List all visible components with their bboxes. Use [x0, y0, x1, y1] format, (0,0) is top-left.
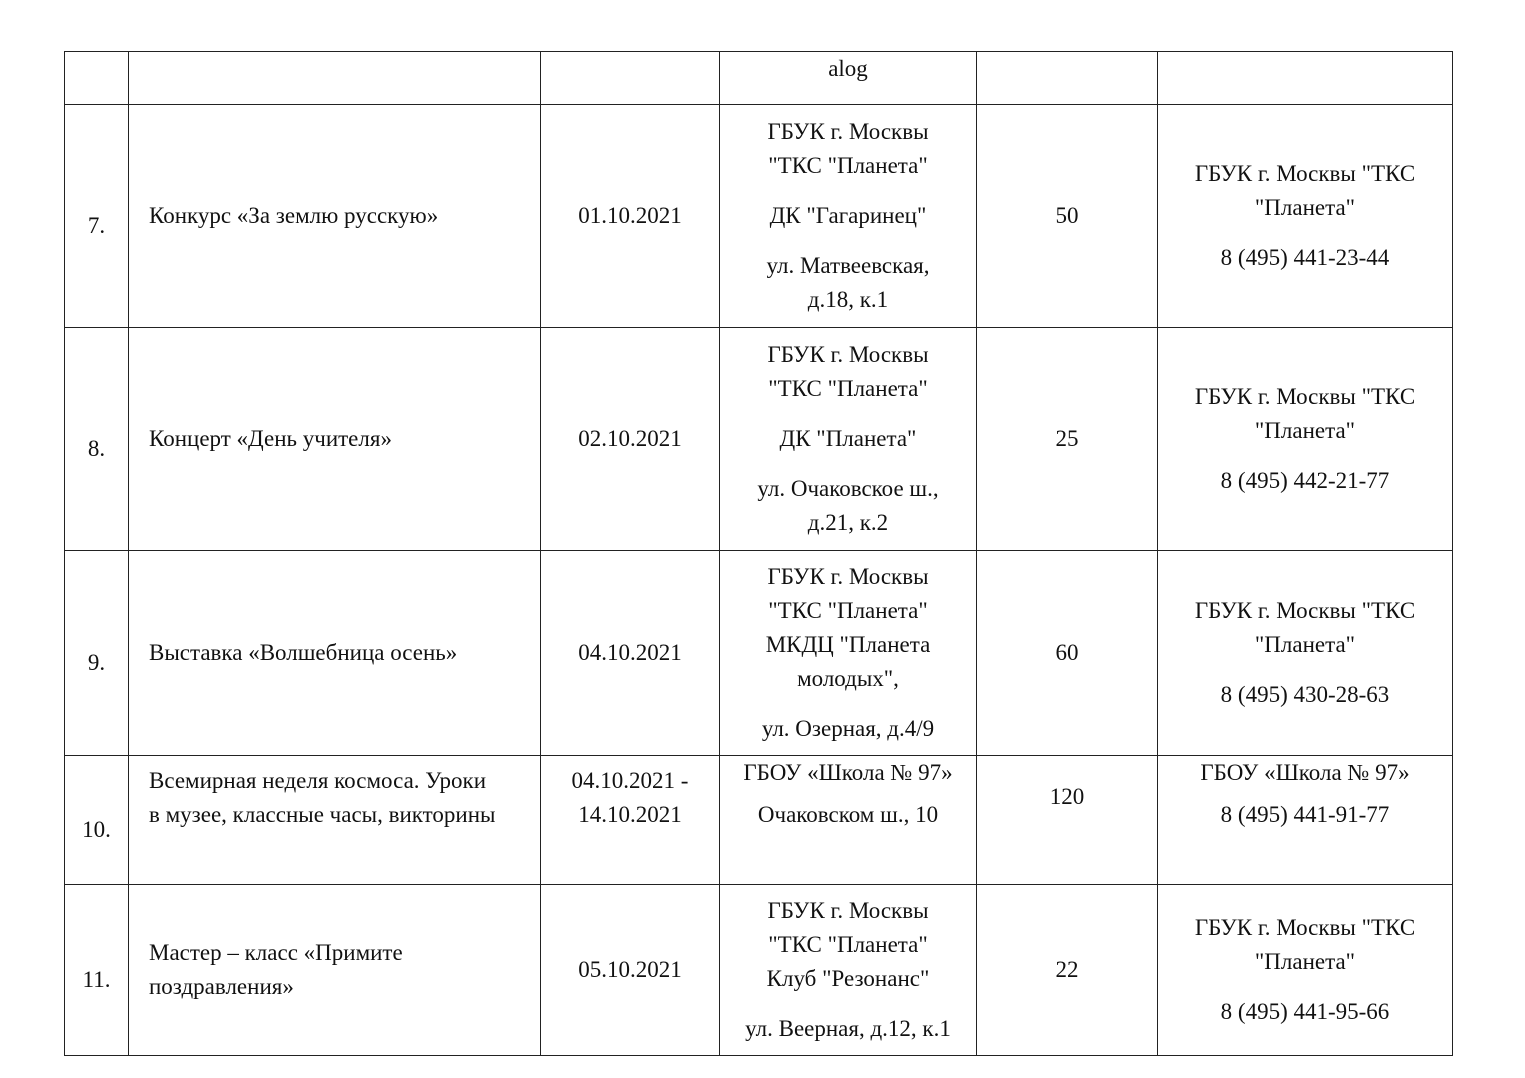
table-row-continuation: [65, 52, 1453, 105]
event-place: ГБУК г. Москвы "ТКС "Планета" ДК "Планета" ул. Очаковское ш., д.21, к.2: [720, 328, 977, 551]
row-number: 8.: [65, 328, 129, 551]
event-name: Всемирная неделя космоса. Уроки в музее, классные часы, викторины: [129, 756, 541, 885]
table-row: [65, 885, 1453, 1056]
participant-count: 60: [977, 551, 1158, 756]
row-number: 10.: [65, 756, 129, 885]
organizer: ГБУК г. Москвы "ТКС "Планета" 8 (495) 441-23-44: [1158, 105, 1453, 328]
name-cell: [129, 52, 541, 105]
organizer: ГБУК г. Москвы "ТКС "Планета" 8 (495) 430-28-63: [1158, 551, 1453, 756]
event-name: Мастер – класс «Примите поздравления»: [129, 885, 541, 1056]
organizer: ГБУК г. Москвы "ТКС "Планета" 8 (495) 441-95-66: [1158, 885, 1453, 1056]
table-row: [65, 328, 1453, 551]
event-place: ГБУК г. Москвы "ТКС "Планета" МКДЦ "Планета молодых", ул. Озерная, д.4/9: [720, 551, 977, 756]
events-table: [64, 51, 1453, 1056]
event-name: Выставка «Волшебница осень»: [129, 551, 541, 756]
place-cell: [720, 52, 977, 105]
participant-count: 22: [977, 885, 1158, 1056]
num-cell: [65, 52, 129, 105]
row-number: 9.: [65, 551, 129, 756]
count-cell: [977, 52, 1158, 105]
event-name: Конкурс «За землю русскую»: [129, 105, 541, 328]
table-row: [65, 551, 1453, 756]
row-number: 11.: [65, 885, 129, 1056]
event-name: Концерт «День учителя»: [129, 328, 541, 551]
event-place: ГБУК г. Москвы "ТКС "Планета" Клуб "Резонанс" ул. Веерная, д.12, к.1: [720, 885, 977, 1056]
event-date: 04.10.2021: [541, 551, 720, 756]
event-date: 05.10.2021: [541, 885, 720, 1056]
organizer: ГБУК г. Москвы "ТКС "Планета" 8 (495) 442-21-77: [1158, 328, 1453, 551]
participant-count: 120: [977, 756, 1158, 885]
organizer: ГБОУ «Школа № 97» 8 (495) 441-91-77: [1158, 756, 1453, 885]
event-place: ГБОУ «Школа № 97» Очаковском ш., 10: [720, 756, 977, 885]
participant-count: 25: [977, 328, 1158, 551]
event-date: 04.10.2021 - 14.10.2021: [541, 756, 720, 885]
event-date: 02.10.2021: [541, 328, 720, 551]
org-cell: [1158, 52, 1453, 105]
date-cell: [541, 52, 720, 105]
row-number: 7.: [65, 105, 129, 328]
place-fragment: alog: [828, 56, 868, 81]
table-row: [65, 756, 1453, 885]
event-date: 01.10.2021: [541, 105, 720, 328]
event-place: ГБУК г. Москвы "ТКС "Планета" ДК "Гагаринец" ул. Матвеевская, д.18, к.1: [720, 105, 977, 328]
table-row: [65, 105, 1453, 328]
participant-count: 50: [977, 105, 1158, 328]
